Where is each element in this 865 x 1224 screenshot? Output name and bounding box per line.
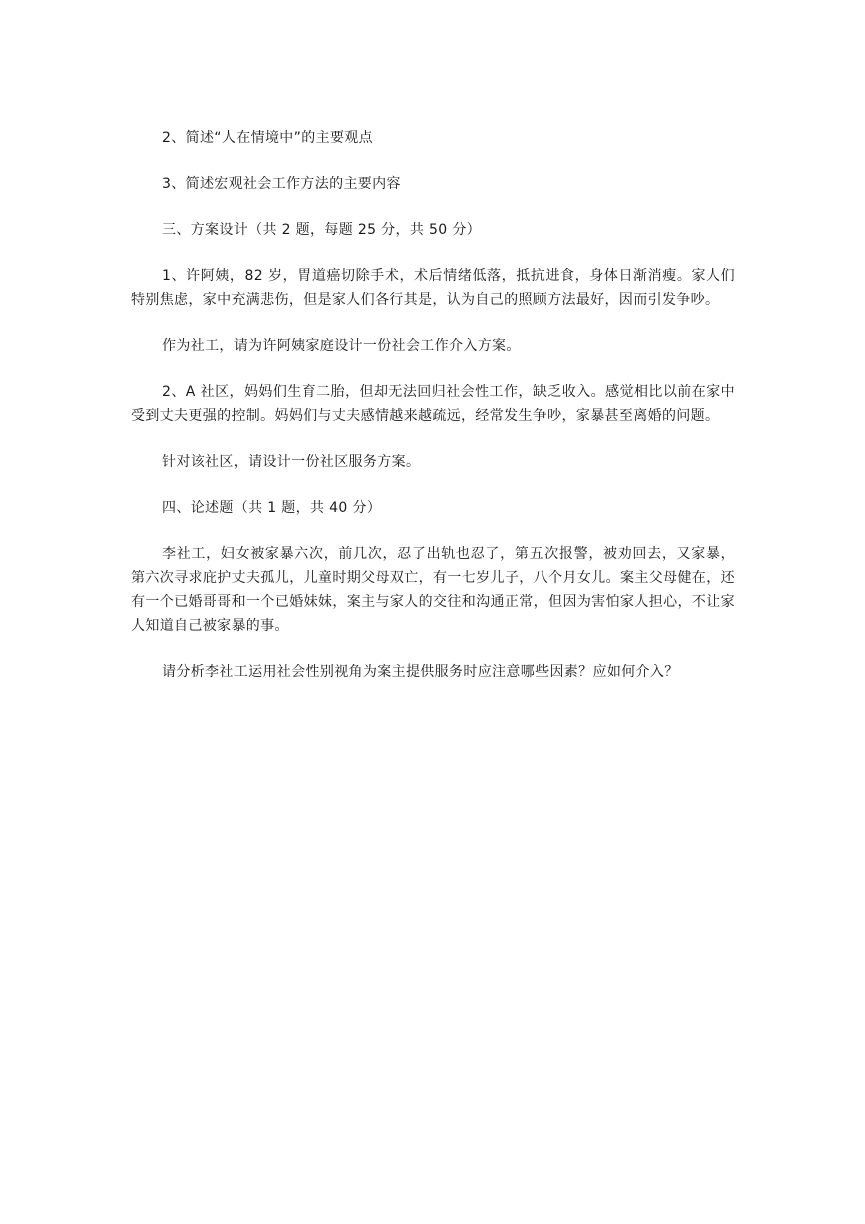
question-2-short-answer: 2、简述“人在情境中”的主要观点 bbox=[162, 130, 374, 146]
section-heading-essay: 四、论述题（共 1 题，共 40 分） bbox=[162, 500, 382, 516]
document-body bbox=[131, 126, 735, 706]
case-2-task: 针对该社区，请设计一份社区服务方案。 bbox=[162, 454, 421, 470]
case-2-description: 2、A 社区，妈妈们生育二胎，但却无法回归社会性工作，缺乏收入。感觉相比以前在家中受到丈夫更强的控制。妈妈们与丈夫感情越来越疏远，经常发生争吵，家暴甚至离婚的问题。 bbox=[131, 384, 735, 424]
essay-case-description: 李社工，妇女被家暴六次，前几次，忍了出轨也忍了，第五次报警，被劝回去，又家暴，第六次寻求庇护丈夫孤儿，儿童时期父母双亡，有一七岁儿子，八个月女儿。案主父母健在，还有一个已婚哥哥和一个已婚妹妹，案主与家人的交往和沟通正常，但因为害怕家人担心，不让家人知道自己被家暴的事。 bbox=[131, 546, 735, 634]
case-1-description: 1、许阿姨，82 岁，胃道癌切除手术，术后情绪低落，抵抗进食，身体日渐消瘦。家人们特别焦虑，家中充满悲伤，但是家人们各行其是，认为自己的照顾方法最好，因而引发争吵。 bbox=[131, 268, 735, 308]
essay-question: 请分析李社工运用社会性别视角为案主提供服务时应注意哪些因素？应如何介入？ bbox=[162, 664, 679, 680]
section-heading-plan-design: 三、方案设计（共 2 题，每题 25 分，共 50 分） bbox=[162, 222, 482, 238]
question-3-short-answer: 3、简述宏观社会工作方法的主要内容 bbox=[162, 176, 401, 192]
case-1-task: 作为社工，请为许阿姨家庭设计一份社会工作介入方案。 bbox=[162, 338, 521, 354]
